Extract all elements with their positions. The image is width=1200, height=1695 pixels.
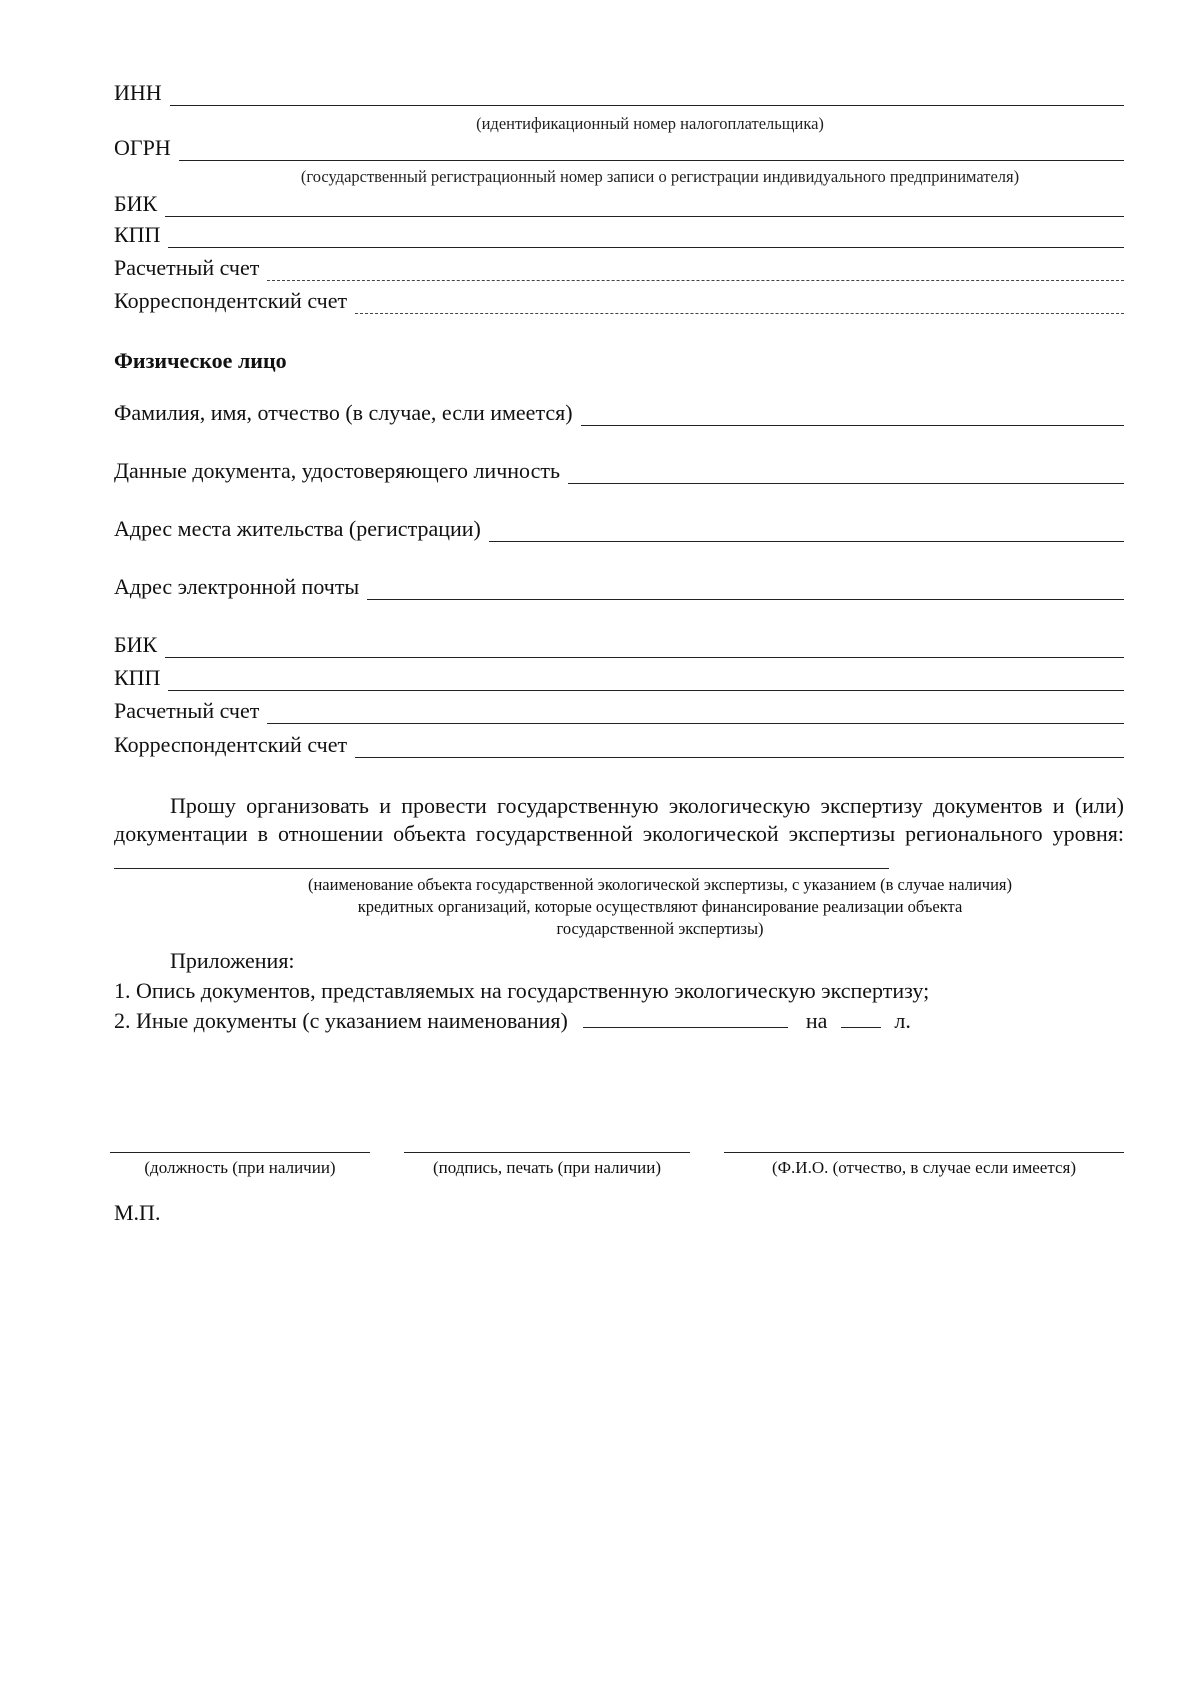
ind-bik-label: БИК bbox=[114, 632, 158, 657]
inn-label: ИНН bbox=[114, 80, 162, 105]
org-kpp-field[interactable] bbox=[114, 222, 1124, 248]
signature-line[interactable] bbox=[404, 1152, 690, 1153]
id-document-input-line[interactable] bbox=[568, 461, 1124, 484]
annex-item-2 bbox=[114, 1007, 911, 1035]
object-caption-line-2: кредитных организаций, которые осуществляют финансирование реализации объекта bbox=[357, 897, 963, 916]
inn-field[interactable] bbox=[114, 80, 1124, 106]
annex-sheets-label: л. bbox=[894, 1008, 911, 1033]
org-bik-input-line[interactable] bbox=[165, 194, 1124, 217]
org-bik-label: БИК bbox=[114, 191, 158, 216]
annexes-title: Приложения: bbox=[170, 948, 295, 973]
email-field[interactable] bbox=[114, 574, 1124, 600]
org-kpp-input-line[interactable] bbox=[168, 225, 1124, 248]
address-input-line[interactable] bbox=[489, 519, 1124, 542]
ind-account-field[interactable] bbox=[114, 698, 1124, 724]
stamp-place-label: М.П. bbox=[114, 1200, 161, 1225]
org-corr-account-input-line[interactable] bbox=[355, 291, 1124, 314]
address-field[interactable] bbox=[114, 516, 1124, 542]
email-input-line[interactable] bbox=[367, 577, 1124, 600]
full-name-label: Фамилия, имя, отчество (в случае, если имеется) bbox=[114, 400, 573, 425]
ogrn-caption: (государственный регистрационный номер записи о регистрации индивидуального предпринимателя) bbox=[300, 167, 1020, 186]
ogrn-label: ОГРН bbox=[114, 135, 171, 160]
org-account-label: Расчетный счет bbox=[114, 255, 260, 280]
full-name-signature-line[interactable] bbox=[724, 1152, 1124, 1153]
org-corr-account-label: Корреспондентский счет bbox=[114, 288, 348, 313]
ogrn-field[interactable] bbox=[114, 135, 1124, 161]
object-caption-line-3: государственной экспертизы) bbox=[556, 919, 764, 938]
ind-corr-account-input-line[interactable] bbox=[355, 735, 1124, 758]
org-account-field[interactable] bbox=[114, 255, 1124, 281]
annex-on-label: на bbox=[805, 1008, 828, 1033]
annex-item-2-text: 2. Иные документы (с указанием наименования) bbox=[114, 1008, 568, 1033]
full-name-field[interactable] bbox=[114, 400, 1124, 426]
ind-kpp-field[interactable] bbox=[114, 665, 1124, 691]
ind-corr-account-label: Корреспондентский счет bbox=[114, 732, 348, 757]
org-bik-field[interactable] bbox=[114, 191, 1124, 217]
ind-bik-field[interactable] bbox=[114, 632, 1124, 658]
position-caption: (должность (при наличии) bbox=[144, 1158, 336, 1177]
ind-corr-account-field[interactable] bbox=[114, 732, 1124, 758]
other-documents-input-line[interactable] bbox=[583, 1007, 788, 1028]
ogrn-input-line[interactable] bbox=[179, 138, 1124, 161]
inn-caption: (идентификационный номер налогоплательщика) bbox=[476, 114, 824, 133]
request-paragraph bbox=[114, 792, 1124, 876]
ind-kpp-label: КПП bbox=[114, 665, 161, 690]
ind-account-label: Расчетный счет bbox=[114, 698, 260, 723]
address-label: Адрес места жительства (регистрации) bbox=[114, 516, 481, 541]
ind-account-input-line[interactable] bbox=[267, 701, 1124, 724]
object-name-input-line[interactable] bbox=[114, 848, 889, 869]
individual-heading: Физическое лицо bbox=[114, 348, 287, 373]
id-document-field[interactable] bbox=[114, 458, 1124, 484]
org-account-input-line[interactable] bbox=[267, 258, 1124, 281]
object-caption-line-1: (наименование объекта государственной экологической экспертизы, с указанием (в случае наличия) bbox=[307, 875, 1013, 894]
full-name-input-line[interactable] bbox=[581, 403, 1124, 426]
org-kpp-label: КПП bbox=[114, 222, 161, 247]
org-corr-account-field[interactable] bbox=[114, 288, 1124, 314]
sheet-count-input-line[interactable] bbox=[841, 1007, 881, 1028]
id-document-label: Данные документа, удостоверяющего личность bbox=[114, 458, 561, 483]
position-signature-line[interactable] bbox=[110, 1152, 370, 1153]
full-name-caption: (Ф.И.О. (отчество, в случае если имеется) bbox=[771, 1158, 1077, 1177]
signature-caption: (подпись, печать (при наличии) bbox=[432, 1158, 662, 1177]
email-label: Адрес электронной почты bbox=[114, 574, 360, 599]
ind-bik-input-line[interactable] bbox=[165, 635, 1124, 658]
request-text: Прошу организовать и провести государственную экологическую экспертизу документов и (или) документации в отношении объекта государственной экологической экспертизы регионального уровня: bbox=[114, 793, 1124, 846]
annex-item-1: 1. Опись документов, представляемых на государственную экологическую экспертизу; bbox=[114, 978, 930, 1003]
object-name-caption bbox=[200, 874, 1120, 940]
ind-kpp-input-line[interactable] bbox=[168, 668, 1124, 691]
inn-input-line[interactable] bbox=[170, 83, 1124, 106]
